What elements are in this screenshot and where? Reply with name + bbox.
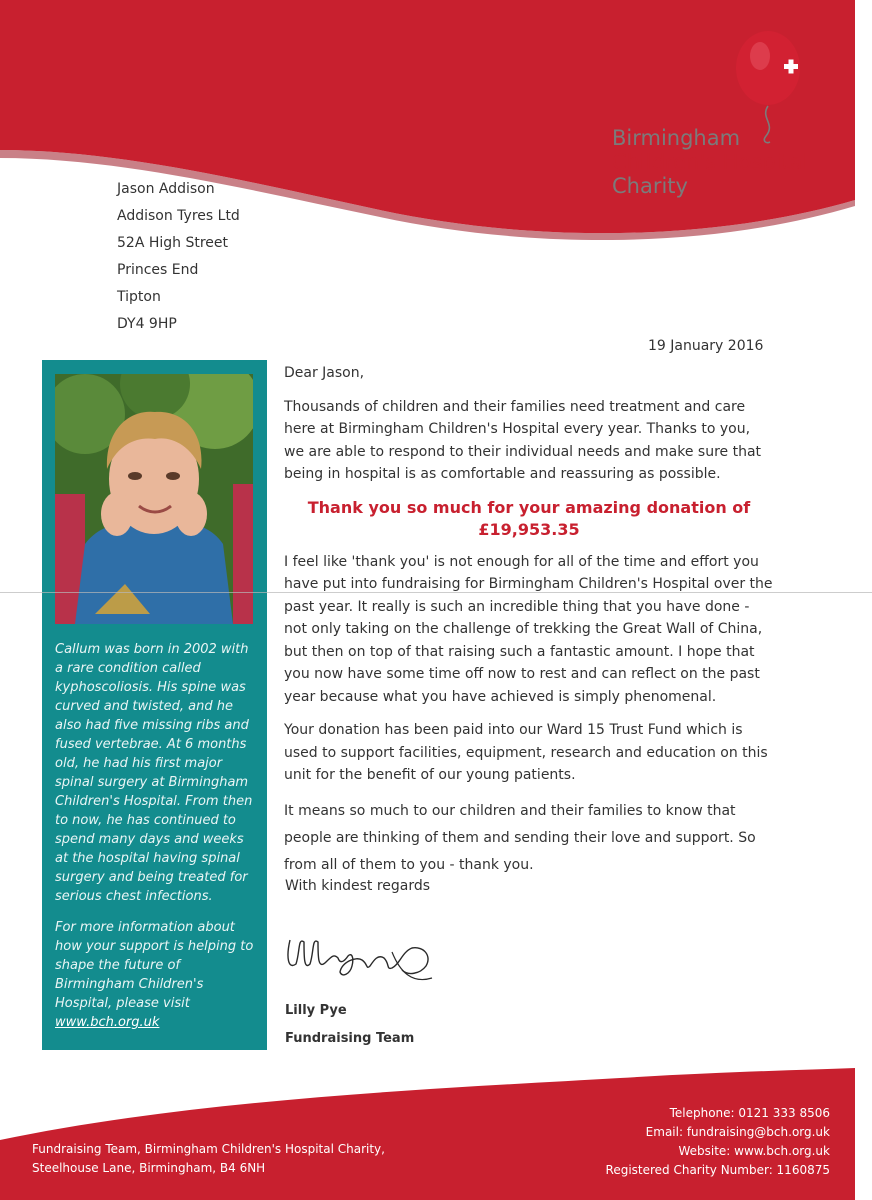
logo-line-3: Charity	[612, 174, 688, 198]
donation-amount: £19,953.35	[478, 519, 580, 539]
recipient-name: Jason Addison	[117, 181, 215, 197]
charity-logo-text	[612, 126, 862, 198]
footer-address	[32, 1140, 385, 1178]
patient-photo	[55, 374, 253, 624]
highlight-line-1: Thank you so much for your amazing donation of	[307, 497, 751, 517]
footer-address-line-2: Steelhouse Lane, Birmingham, B4 6NH	[32, 1161, 266, 1175]
recipient-company: Addison Tyres Ltd	[117, 208, 240, 224]
website-link[interactable]: www.bch.org.uk	[55, 1015, 160, 1030]
patient-story-text	[55, 640, 260, 1044]
more-info-text	[55, 918, 260, 1032]
signer-name: Lilly Pye	[285, 1003, 347, 1018]
footer-contact	[560, 1104, 830, 1180]
footer-website[interactable]: Website: www.bch.org.uk	[678, 1144, 830, 1158]
signoff: With kindest regards	[285, 878, 431, 894]
recipient-postcode: DY4 9HP	[117, 316, 177, 332]
donation-highlight	[284, 497, 774, 541]
letter-date: 19 January 2016	[648, 338, 764, 354]
more-info-label: For more information about how your support is helping to shape the future of Birmingham Children's Hospital, please visit	[55, 920, 254, 1011]
recipient-area: Princes End	[117, 262, 199, 278]
fold-line	[0, 592, 872, 593]
paragraph-1: Thousands of children and their families need treatment and care here at Birmingham Children's Hospital every year. Thanks to you, we are able to respond to their individual needs and make sure that being in hospital is as comfortable and reassuring as possible.	[284, 398, 762, 482]
recipient-street: 52A High Street	[117, 235, 229, 251]
paragraph-2: I feel like 'thank you' is not enough for all of the time and effort you have put into fundraising for Birmingham Children's Hospital over the past year. It really is such an incredible thing that you have done - not only taking on the challenge of trekking the Great Wall of China, but then on top of that raising such a fantastic amount. I hope that you now have some time off now to rest and can reflect on the past year because what you have achieved is simply phenomenal.	[284, 553, 773, 705]
logo-line-1: Birmingham	[612, 126, 741, 150]
salutation: Dear Jason,	[284, 365, 365, 381]
paragraph-4: It means so much to our children and their families to know that people are thinking of them and sending their love and support. So from all of them to you - thank you.	[284, 802, 756, 873]
footer-telephone: Telephone: 0121 333 8506	[669, 1106, 830, 1120]
letter-body	[284, 362, 774, 890]
handwritten-signature	[282, 912, 442, 992]
paragraph-3: Your donation has been paid into our Ward 15 Trust Fund which is used to support facilities, equipment, research and education on this unit for the benefit of our young patients.	[284, 722, 768, 783]
footer-email[interactable]: Email: fundraising@bch.org.uk	[645, 1125, 830, 1139]
signer-team: Fundraising Team	[285, 1031, 415, 1046]
logo-line-2: Children's Hospital	[612, 150, 809, 174]
footer-address-line-1: Fundraising Team, Birmingham Children's Hospital Charity,	[32, 1142, 385, 1156]
recipient-address	[117, 176, 240, 338]
footer-charity-number: Registered Charity Number: 1160875	[605, 1163, 830, 1177]
recipient-town: Tipton	[117, 289, 161, 305]
patient-story: Callum was born in 2002 with a rare condition called kyphoscoliosis. His spine was curved and twisted, and he also had five missing ribs and fused vertebrae. At 6 months old, he had his first major spinal surgery at Birmingham Children's Hospital. From then to now, he has continued to spend many days and weeks at the hospital having spinal surgery and being treated for serious chest infections.	[55, 642, 253, 904]
